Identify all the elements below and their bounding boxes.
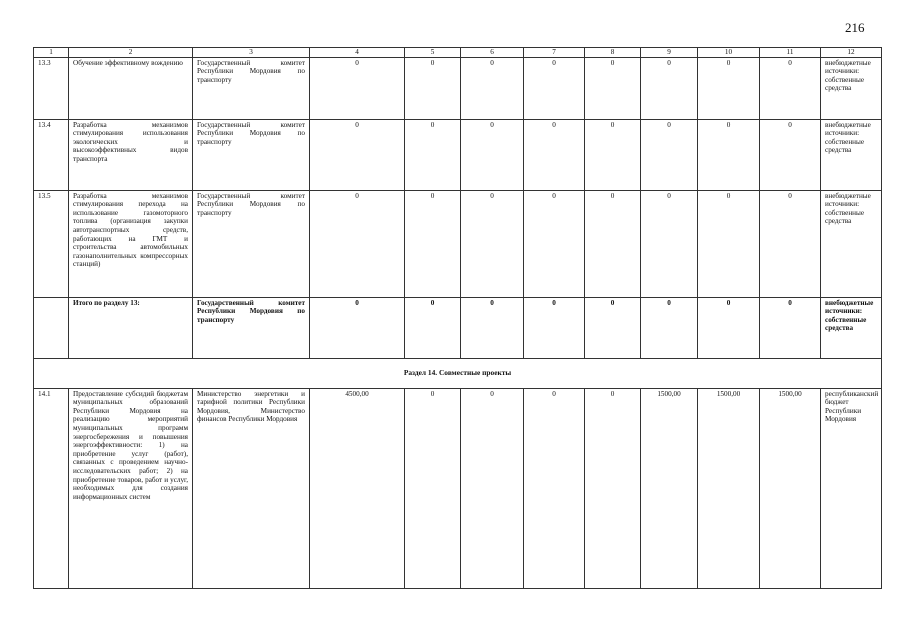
- row-value: 0: [524, 119, 585, 190]
- row-code: [34, 297, 69, 358]
- column-header: 6: [461, 48, 524, 58]
- row-executor: Государственный комитет Республики Мордовия по транспорту: [193, 119, 310, 190]
- row-code: 13.3: [34, 57, 69, 119]
- row-value: 0: [641, 119, 698, 190]
- row-value: 0: [310, 297, 405, 358]
- row-funding-source: внебюджетные источники: собственные средства: [821, 57, 882, 119]
- row-value: 0: [760, 119, 821, 190]
- row-value: 0: [760, 57, 821, 119]
- row-measure: Итого по разделу 13:: [69, 297, 193, 358]
- row-code: 13.4: [34, 119, 69, 190]
- section-total-row: [34, 297, 882, 358]
- column-header: 7: [524, 48, 585, 58]
- column-header: 1: [34, 48, 69, 58]
- row-value: 0: [310, 57, 405, 119]
- column-header: 4: [310, 48, 405, 58]
- row-value: 0: [524, 190, 585, 297]
- row-value: 0: [524, 388, 585, 588]
- table-row: [34, 119, 882, 190]
- row-funding-source: внебюджетные источники: собственные средства: [821, 119, 882, 190]
- row-value: 0: [698, 57, 760, 119]
- column-header: 11: [760, 48, 821, 58]
- row-code: 13.5: [34, 190, 69, 297]
- row-value: 0: [698, 190, 760, 297]
- row-value: 0: [461, 119, 524, 190]
- row-value: 0: [585, 388, 641, 588]
- program-table: [33, 47, 882, 589]
- row-executor: Государственный комитет Республики Мордовия по транспорту: [193, 57, 310, 119]
- row-code: 14.1: [34, 388, 69, 588]
- row-value: 0: [585, 57, 641, 119]
- row-value: 0: [585, 119, 641, 190]
- row-value: 0: [760, 297, 821, 358]
- row-value: 0: [698, 119, 760, 190]
- row-value: 1500,00: [698, 388, 760, 588]
- row-measure: Обучение эффективному вождению: [69, 57, 193, 119]
- row-measure: Предоставление субсидий бюджетам муниципальных образований Республики Мордовия на реализацию мероприятий муниципальных программ энергосбережения и повышения энергоэффективности: 1) на приобретение услуг (работ), связанных с проведением научно-исследовательских работ; 2) на приобретение товаров, работ и услуг, необходимых для создания информационных систем: [69, 388, 193, 588]
- row-value: 0: [461, 388, 524, 588]
- row-executor: Министерство энергетики и тарифной политики Республики Мордовия, Министерство финансов Республики Мордовия: [193, 388, 310, 588]
- row-value: 0: [405, 297, 461, 358]
- column-header: 12: [821, 48, 882, 58]
- row-value: 0: [641, 57, 698, 119]
- column-header: 8: [585, 48, 641, 58]
- row-executor: Государственный комитет Республики Мордовия по транспорту: [193, 297, 310, 358]
- column-numbers-row: [34, 48, 882, 58]
- page-number: 216: [845, 20, 865, 35]
- row-value: 1500,00: [641, 388, 698, 588]
- row-value: 0: [405, 57, 461, 119]
- section-heading-row: [34, 358, 882, 388]
- row-value: 0: [461, 190, 524, 297]
- column-header: 3: [193, 48, 310, 58]
- column-header: 2: [69, 48, 193, 58]
- row-value: 0: [585, 190, 641, 297]
- row-value: 0: [641, 190, 698, 297]
- row-value: 0: [698, 297, 760, 358]
- row-value: 1500,00: [760, 388, 821, 588]
- table-row: [34, 57, 882, 119]
- row-value: 0: [405, 119, 461, 190]
- row-value: 0: [405, 388, 461, 588]
- row-funding-source: внебюджетные источники: собственные средства: [821, 190, 882, 297]
- row-value: 0: [641, 297, 698, 358]
- row-value: 0: [310, 119, 405, 190]
- row-value: 0: [461, 297, 524, 358]
- row-value: 0: [760, 190, 821, 297]
- row-funding-source: внебюджетные источники: собственные средства: [821, 297, 882, 358]
- row-value: 0: [405, 190, 461, 297]
- row-measure: Разработка механизмов стимулирования использования экологических и высокоэффективных видов транспорта: [69, 119, 193, 190]
- row-value: 0: [461, 57, 524, 119]
- section-title: Раздел 14. Совместные проекты: [34, 358, 882, 388]
- row-value: 0: [310, 190, 405, 297]
- row-value: 4500,00: [310, 388, 405, 588]
- column-header: 5: [405, 48, 461, 58]
- column-header: 9: [641, 48, 698, 58]
- column-header: 10: [698, 48, 760, 58]
- table-row: [34, 388, 882, 588]
- row-funding-source: республиканский бюджет Республики Мордовия: [821, 388, 882, 588]
- row-measure: Разработка механизмов стимулирования перехода на использование газомоторного топлива (организация закупки автотранспортных средств, работающих на ГМТ и строительства автомобильных газонаполнительных компрессорных станций): [69, 190, 193, 297]
- table-row: [34, 190, 882, 297]
- row-value: 0: [524, 297, 585, 358]
- row-executor: Государственный комитет Республики Мордовия по транспорту: [193, 190, 310, 297]
- row-value: 0: [585, 297, 641, 358]
- row-value: 0: [524, 57, 585, 119]
